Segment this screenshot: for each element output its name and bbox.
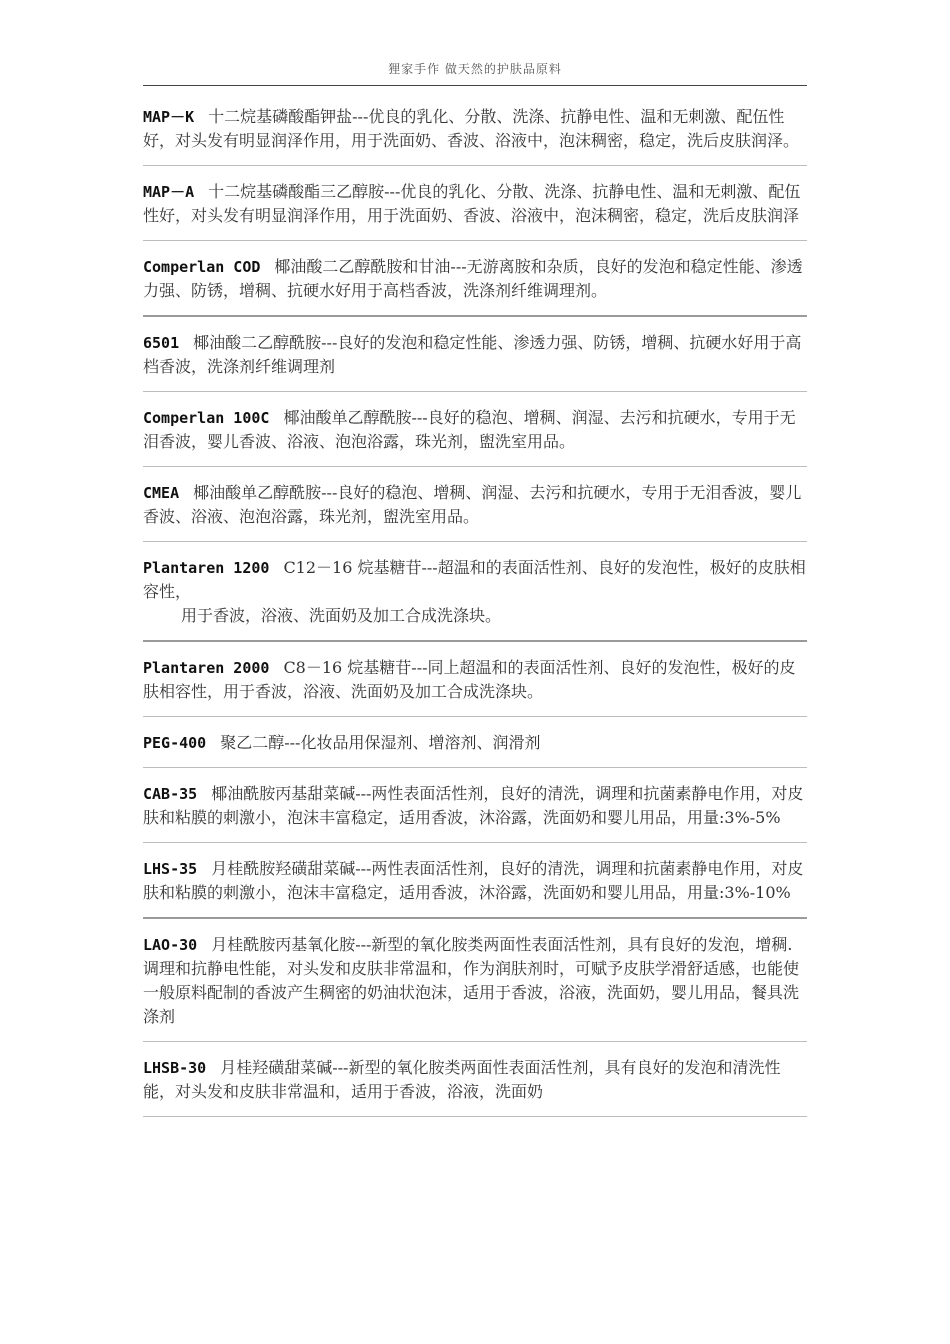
document-page xyxy=(143,60,807,1131)
entry-lhsb-30 xyxy=(143,1056,807,1104)
entry-code: MAP－K xyxy=(143,108,195,126)
entry-comperlan-100c xyxy=(143,406,807,454)
divider xyxy=(143,1116,807,1117)
entry-6501 xyxy=(143,331,807,379)
entry-code: LHS-35 xyxy=(143,860,198,878)
entry-code: 6501 xyxy=(143,334,180,352)
entry-description: C12－16 烷基糖苷---超温和的表面活性剂、良好的发泡性，极好的皮肤相容性， xyxy=(143,558,806,601)
entry-description: 椰油酰胺丙基甜菜碱---两性表面活性剂，良好的清洗，调理和抗菌素静电作用，对皮肤和粘膜的刺激小，泡沫丰富稳定，适用香波，沐浴露，洗面奶和婴儿用品，用量:3%-5% xyxy=(143,784,804,827)
divider xyxy=(143,541,807,542)
entry-code: Comperlan COD xyxy=(143,258,261,276)
entry-comperlan-cod xyxy=(143,255,807,303)
entry-code: Plantaren 2000 xyxy=(143,659,270,677)
entry-cmea xyxy=(143,481,807,529)
entry-code: LAO-30 xyxy=(143,936,198,954)
entry-code: CMEA xyxy=(143,484,180,502)
entry-description: 月桂酰胺羟磺甜菜碱---两性表面活性剂，良好的清洗，调理和抗菌素静电作用，对皮肤和粘膜的刺激小，泡沫丰富稳定，适用香波，沐浴露，洗面奶和婴儿用品，用量:3%-10% xyxy=(143,859,804,902)
divider xyxy=(143,466,807,467)
divider xyxy=(143,165,807,166)
entry-code: LHSB-30 xyxy=(143,1059,207,1077)
entry-description: 聚乙二醇---化妆品用保湿剂、增溶剂、润滑剂 xyxy=(220,733,541,752)
entry-description-extra: 用于香波，浴液、洗面奶及加工合成洗涤块。 xyxy=(181,606,502,625)
entry-lhs-35 xyxy=(143,857,807,905)
page-header: 狸家手作 做天然的护肤品原料 xyxy=(143,60,807,86)
entry-description: 月桂羟磺甜菜碱---新型的氧化胺类两面性表面活性剂，具有良好的发泡和清洗性能，对头发和皮肤非常温和，适用于香波，浴液，洗面奶 xyxy=(143,1058,781,1101)
entry-plantaren-1200 xyxy=(143,556,807,628)
entry-description: 椰油酸二乙醇酰胺---良好的发泡和稳定性能、渗透力强、防锈，增稠、抗硬水好用于高档香波，洗涤剂纤维调理剂 xyxy=(143,333,802,376)
entry-code: PEG-400 xyxy=(143,734,207,752)
entry-description: 月桂酰胺丙基氧化胺---新型的氧化胺类两面性表面活性剂，具有良好的发泡，增稠. 调理和抗静电性能，对头发和皮肤非常温和，作为润肤剂时，可赋予皮肤学滑舒适感，也能使一般原料配制的香波产生稠密的奶油状泡沫，适用于香波，浴液，洗面奶，婴儿用品，餐具洗涤剂 xyxy=(143,935,800,1026)
divider xyxy=(143,391,807,392)
divider xyxy=(143,315,807,317)
divider xyxy=(143,842,807,843)
entry-code: CAB-35 xyxy=(143,785,198,803)
divider xyxy=(143,640,807,642)
entry-description: 十二烷基磷酸酯钾盐---优良的乳化、分散、洗涤、抗静电性、温和无刺激、配伍性好，对头发有明显润泽作用，用于洗面奶、香波、浴液中，泡沫稠密，稳定，洗后皮肤润泽。 xyxy=(143,107,800,150)
entry-peg-400 xyxy=(143,731,807,755)
divider xyxy=(143,240,807,241)
entry-description: C8－16 烷基糖苷---同上超温和的表面活性剂、良好的发泡性，极好的皮肤相容性，用于香波，浴液、洗面奶及加工合成洗涤块。 xyxy=(143,658,796,701)
entry-code: MAP－A xyxy=(143,183,195,201)
entry-code: Comperlan 100C xyxy=(143,409,270,427)
entry-code: Plantaren 1200 xyxy=(143,559,270,577)
divider xyxy=(143,767,807,768)
entry-description: 椰油酸二乙醇酰胺和甘油---无游离胺和杂质，良好的发泡和稳定性能、渗透力强、防锈，增稠、抗硬水好用于高档香波，洗涤剂纤维调理剂。 xyxy=(143,257,803,300)
divider xyxy=(143,716,807,717)
divider xyxy=(143,1041,807,1042)
entry-map-k xyxy=(143,105,807,153)
entry-cab-35 xyxy=(143,782,807,830)
entry-lao-30 xyxy=(143,933,807,1029)
entry-description: 十二烷基磷酸酯三乙醇胺---优良的乳化、分散、洗涤、抗静电性、温和无刺激、配伍性好，对头发有明显润泽作用，用于洗面奶、香波、浴液中，泡沫稠密，稳定，洗后皮肤润泽 xyxy=(143,182,801,225)
entry-map-a xyxy=(143,180,807,228)
divider xyxy=(143,917,807,919)
entry-description: 椰油酸单乙醇酰胺---良好的稳泡、增稠、润湿、去污和抗硬水，专用于无泪香波，婴儿香波、浴液、泡泡浴露，珠光剂，盥洗室用品。 xyxy=(143,483,802,526)
entry-description: 椰油酸单乙醇酰胺---良好的稳泡、增稠、润湿、去污和抗硬水，专用于无泪香波，婴儿香波、浴液、泡泡浴露，珠光剂，盥洗室用品。 xyxy=(143,408,796,451)
entry-plantaren-2000 xyxy=(143,656,807,704)
